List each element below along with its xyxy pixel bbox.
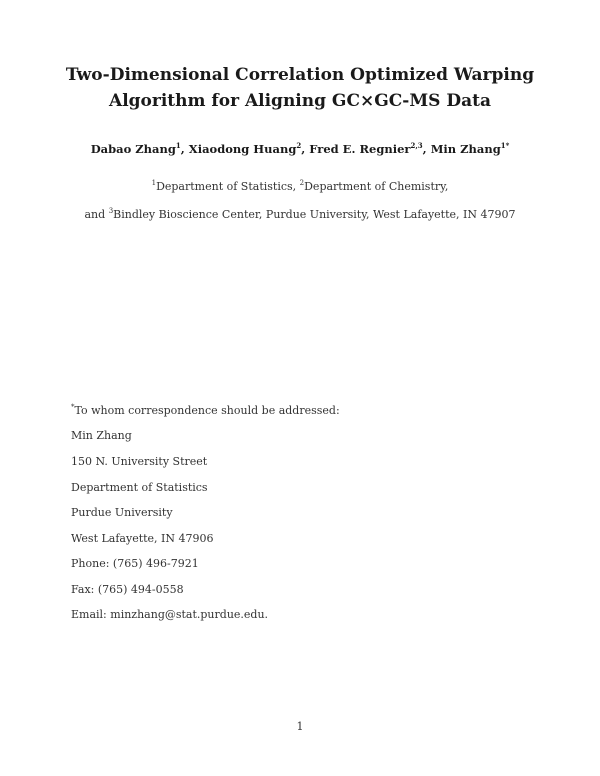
correspondence-note-text: To whom correspondence should be addressed:	[74, 404, 340, 417]
contact-name: Min Zhang	[71, 429, 132, 442]
contact-phone: Phone: (765) 496-7921	[71, 557, 199, 570]
affiliation-mark: 3	[108, 207, 114, 215]
affiliation-mark: 2	[299, 179, 305, 187]
author-affiliation-mark: 2	[296, 141, 302, 150]
footnote-mark: *	[71, 403, 75, 411]
author-list: Dabao Zhang$^1$, Xiaodong Huang$^2$, Fred E. Regnier$^{2,3}$, Min Zhang$^{1*}$	[90, 141, 510, 156]
contact-department: Department of Statistics	[71, 481, 208, 494]
affiliation-text: Department of Chemistry,	[304, 180, 449, 193]
author-affiliation-mark: 1	[175, 141, 181, 150]
correspondence-note	[71, 404, 340, 417]
contact-city: West Lafayette, IN 47906	[71, 532, 214, 545]
page-number: 1	[296, 720, 304, 733]
contact-email: Email: minzhang@stat.purdue.edu.	[71, 608, 269, 621]
affiliation-text: Department of Statistics,	[156, 180, 300, 193]
affiliation-line-2	[0, 208, 600, 221]
author-affiliation-mark: 1*	[500, 141, 510, 150]
contact-street: 150 N. University Street	[71, 455, 208, 468]
affiliation-line-1	[0, 180, 600, 193]
author-name: Xiaodong Huang	[188, 142, 297, 156]
paper-title-line-2: Algorithm for Aligning GC×GC-MS Data	[109, 91, 491, 111]
affiliation-mark: 1	[151, 179, 157, 187]
paper-title-line-1: Two-Dimensional Correlation Optimized Warping	[65, 65, 535, 85]
contact-fax: Fax: (765) 494-0558	[71, 583, 184, 596]
affiliation-text: Bindley Bioscience Center, Purdue University, West Lafayette, IN 47907	[113, 208, 516, 221]
contact-university: Purdue University	[71, 506, 173, 519]
author-name: Dabao Zhang	[90, 142, 176, 156]
author-name: Fred E. Regnier	[309, 142, 411, 156]
affiliation-prefix: and	[84, 208, 109, 221]
author-name: Min Zhang	[430, 142, 501, 156]
author-affiliation-mark: 2,3	[410, 141, 423, 150]
